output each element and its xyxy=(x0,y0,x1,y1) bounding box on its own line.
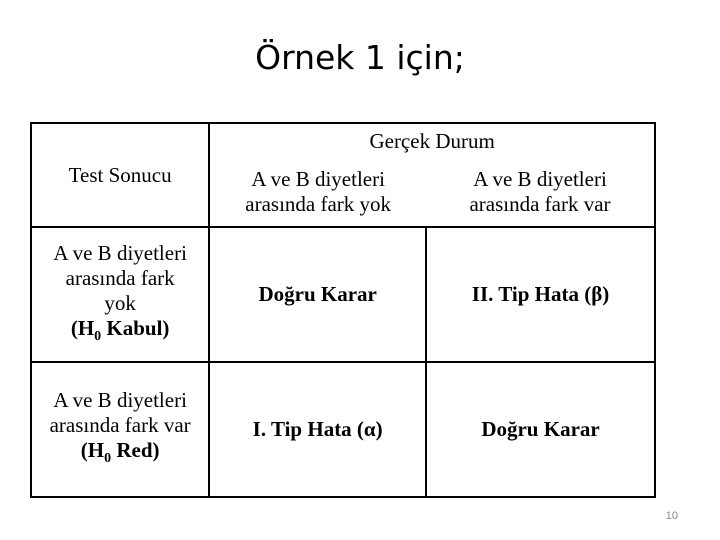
group-header-cell xyxy=(209,123,655,158)
cell-correct-decision: Doğru Karar xyxy=(426,362,655,497)
row-label-h0-accept xyxy=(31,227,209,362)
cell-type-1-error: I. Tip Hata (α) xyxy=(209,362,426,497)
row-label-line: yok xyxy=(104,290,136,315)
row-label-line: A ve B diyetleri xyxy=(53,240,187,265)
decision-table xyxy=(30,122,656,498)
column-header-line: arasında fark var xyxy=(469,192,611,216)
row-header-label: Test Sonucu xyxy=(68,162,172,187)
page-number: 10 xyxy=(665,510,678,522)
column-header-no-difference xyxy=(209,158,426,227)
row-label-line: arasında fark var xyxy=(49,413,191,437)
group-header-label: Gerçek Durum xyxy=(369,128,495,153)
row-label-line: A ve B diyetleri xyxy=(53,388,187,412)
hypothesis-label: ($H_0$ Kabul) xyxy=(70,315,170,344)
row-label-h0-reject xyxy=(31,362,209,497)
hypothesis-label: ($H_0$ Red) xyxy=(80,438,160,466)
slide-title: Örnek 1 için; xyxy=(255,38,465,77)
cell-type-2-error: II. Tip Hata (β) xyxy=(426,227,655,362)
column-header-difference xyxy=(426,158,655,227)
column-header-line: A ve B diyetleri xyxy=(473,167,607,191)
row-label-line: arasında fark xyxy=(65,265,175,290)
cell-correct-decision: Doğru Karar xyxy=(209,227,426,362)
column-header-line: arasında fark yok xyxy=(245,192,392,216)
column-header-line: A ve B diyetleri xyxy=(251,167,385,191)
row-header-cell xyxy=(31,123,209,227)
